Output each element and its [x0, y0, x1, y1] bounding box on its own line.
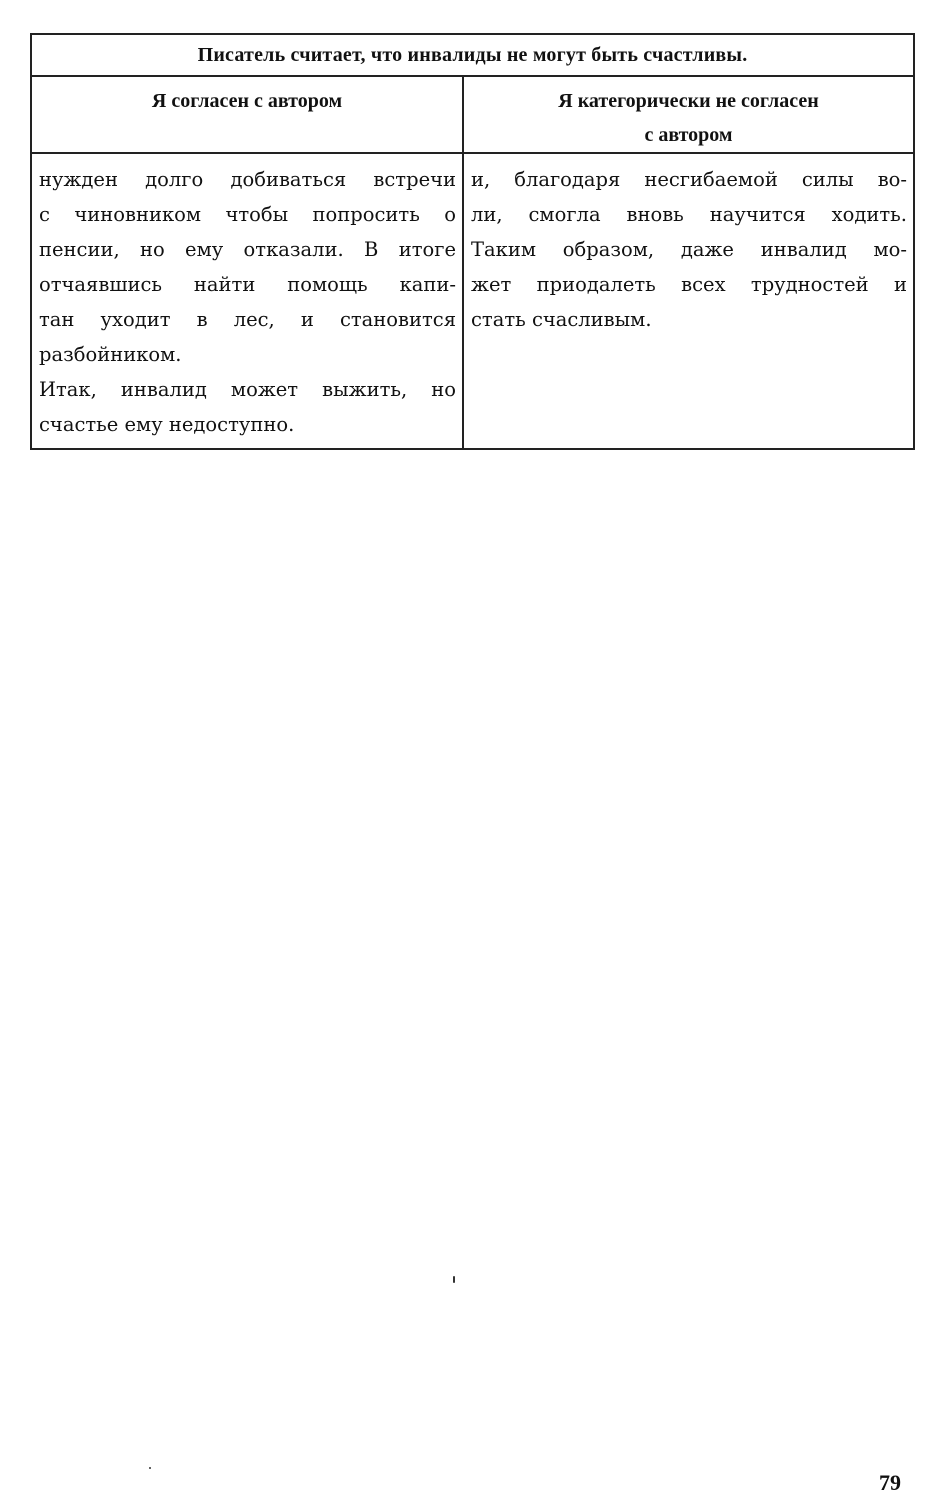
scan-speck — [453, 1276, 455, 1283]
disagree-header-line: Я категорически не согласен — [558, 90, 819, 112]
text-line: пенсии, но ему отказали. В итоге — [39, 238, 456, 261]
text-line: разбойником. — [39, 343, 182, 366]
text-line: отчаявшись найти помощь капи- — [39, 273, 456, 296]
table-body-row — [31, 153, 914, 449]
disagree-header-line: с автором — [644, 124, 733, 146]
text-line: с чиновником чтобы попросить о — [39, 203, 456, 226]
text-line: и, благодаря несгибаемой силы во- — [471, 168, 907, 191]
text-line: счастье ему недоступно. — [39, 413, 295, 436]
disagree-column-text — [463, 153, 914, 449]
text-line: тан уходит в лес, и становится — [39, 308, 456, 331]
table-header-row — [31, 76, 914, 153]
text-line: нужден долго добиваться встречи — [39, 168, 456, 191]
text-line: Таким образом, даже инвалид мо- — [471, 238, 907, 261]
text-line: Итак, инвалид может выжить, но — [39, 378, 456, 401]
agree-column-text — [31, 153, 463, 449]
text-line: жет приодалеть всех трудностей и — [471, 273, 907, 296]
scan-speck — [149, 1467, 151, 1469]
agree-column-header — [31, 76, 463, 153]
table-title: Писатель считает, что инвалиды не могут быть счастливы. — [31, 34, 914, 76]
table-title-row — [31, 34, 914, 76]
agree-header-line: Я согласен с автором — [151, 90, 343, 112]
text-line: стать счасливым. — [471, 308, 652, 331]
disagree-column-header — [463, 76, 914, 153]
text-line: ли, смогла вновь научится ходить. — [471, 203, 907, 226]
argument-table — [30, 33, 915, 450]
page-number: 79 — [879, 1470, 901, 1495]
